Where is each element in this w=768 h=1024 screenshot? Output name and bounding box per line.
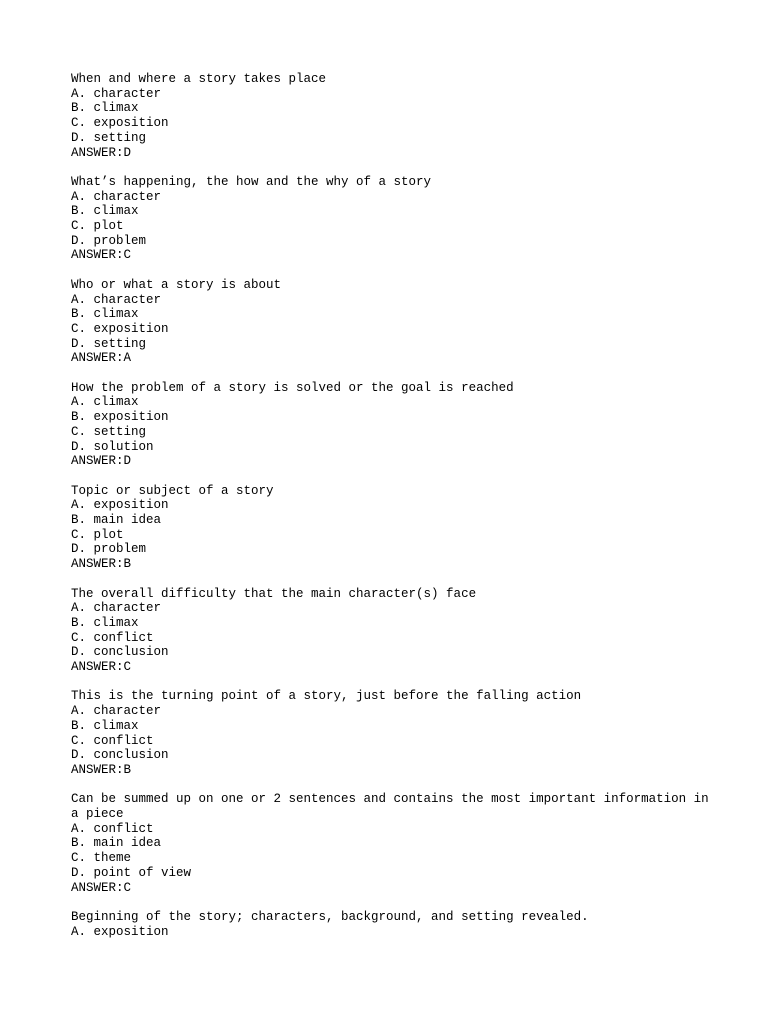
question-block <box>71 689 711 777</box>
answer-option: B. climax <box>71 204 139 219</box>
answer-option: D. conclusion <box>71 645 169 660</box>
answer-option: A. conflict <box>71 821 154 836</box>
question-block <box>71 484 711 572</box>
question-prompt: Topic or subject of a story <box>71 483 274 498</box>
answer-option: A. character <box>71 601 162 616</box>
question-prompt: This is the turning point of a story, just before the falling action <box>71 689 582 704</box>
question-block <box>71 175 711 263</box>
answer-option: C. plot <box>71 219 124 234</box>
quiz-document <box>71 72 717 954</box>
answer-option: D. point of view <box>71 865 192 880</box>
answer-key: ANSWER:C <box>71 660 132 675</box>
question-block <box>71 910 711 939</box>
answer-option: C. setting <box>71 424 147 439</box>
answer-option: C. exposition <box>71 116 169 131</box>
answer-option: B. climax <box>71 307 139 322</box>
answer-option: A. exposition <box>71 498 169 513</box>
answer-option: D. setting <box>71 130 147 145</box>
question-block <box>71 278 711 366</box>
answer-option: A. exposition <box>71 924 169 939</box>
answer-option: B. climax <box>71 101 139 116</box>
answer-option: A. climax <box>71 395 139 410</box>
question-block <box>71 72 711 160</box>
answer-option: C. plot <box>71 527 124 542</box>
question-prompt: Beginning of the story; characters, background, and setting revealed. <box>71 909 589 924</box>
answer-option: D. problem <box>71 233 147 248</box>
question-prompt: The overall difficulty that the main character(s) face <box>71 586 477 601</box>
answer-option: C. conflict <box>71 630 154 645</box>
answer-key: ANSWER:C <box>71 880 132 895</box>
answer-option: D. conclusion <box>71 748 169 763</box>
answer-option: C. conflict <box>71 733 154 748</box>
answer-option: A. character <box>71 189 162 204</box>
answer-option: B. main idea <box>71 513 162 528</box>
answer-key: ANSWER:B <box>71 762 132 777</box>
answer-option: A. character <box>71 86 162 101</box>
answer-key: ANSWER:C <box>71 248 132 263</box>
answer-option: C. exposition <box>71 321 169 336</box>
question-block <box>71 587 711 675</box>
answer-option: B. climax <box>71 615 139 630</box>
question-prompt: What’s happening, the how and the why of a story <box>71 174 432 189</box>
answer-option: B. main idea <box>71 836 162 851</box>
answer-key: ANSWER:D <box>71 145 132 160</box>
question-prompt: Who or what a story is about <box>71 277 282 292</box>
answer-key: ANSWER:A <box>71 351 132 366</box>
answer-option: A. character <box>71 292 162 307</box>
answer-option: D. setting <box>71 336 147 351</box>
question-block <box>71 381 711 469</box>
answer-option: D. solution <box>71 439 154 454</box>
answer-key: ANSWER:D <box>71 454 132 469</box>
answer-key: ANSWER:B <box>71 557 132 572</box>
answer-option: B. exposition <box>71 410 169 425</box>
question-prompt: When and where a story takes place <box>71 72 327 86</box>
question-block <box>71 792 717 895</box>
answer-option: B. climax <box>71 718 139 733</box>
answer-option: A. character <box>71 704 162 719</box>
question-prompt: How the problem of a story is solved or the goal is reached <box>71 380 514 395</box>
answer-option: D. problem <box>71 542 147 557</box>
question-prompt: Can be summed up on one or 2 sentences and contains the most important information in a piece <box>71 792 717 822</box>
answer-option: C. theme <box>71 851 132 866</box>
